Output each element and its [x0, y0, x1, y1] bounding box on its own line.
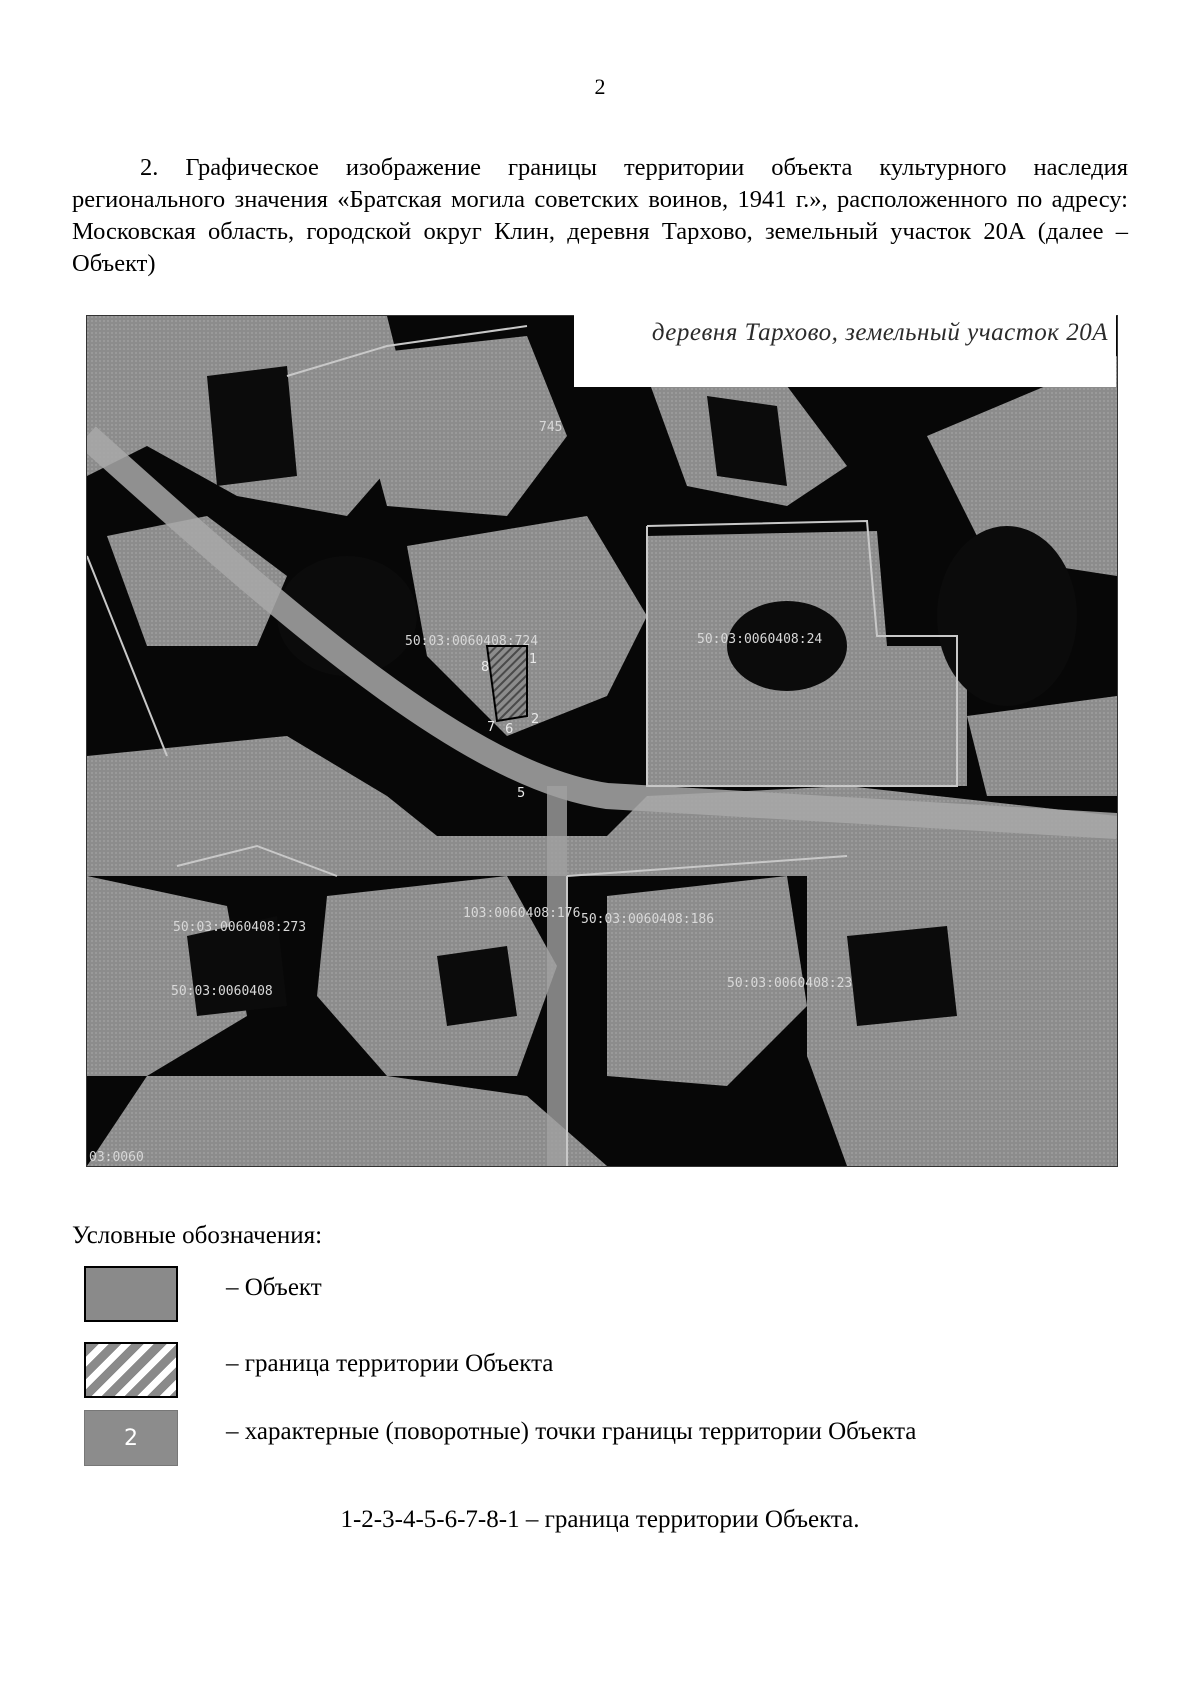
cadastral-label-3: 50:03:0060408:273 [173, 920, 307, 935]
cadastral-label-4: 103:0060408:176 [463, 906, 581, 921]
object-swatch [84, 1266, 178, 1322]
map-caption: деревня Тархово, земельный участок 20А [574, 315, 1116, 387]
cadastral-label-1: 50:03:0060408:724 [405, 634, 539, 649]
legend-title: Условные обозначения: [72, 1222, 323, 1249]
boundary-point-2: 2 [531, 712, 540, 727]
legend-item-points [84, 1410, 1124, 1470]
cadastral-label-9: 745 [539, 420, 563, 435]
legend-item-object [84, 1266, 1124, 1326]
cadastral-label-2: 50:03:0060408:24 [697, 632, 823, 647]
boundary-point-6: 6 [505, 722, 514, 737]
boundary-point-8: 8 [481, 660, 490, 675]
cadastral-label-5: 50:03:0060408:186 [581, 912, 715, 927]
legend-label-points: – характерные (поворотные) точки границы территории Объекта [226, 1418, 917, 1445]
page-number: 2 [594, 74, 606, 99]
legend-label-object: – Объект [226, 1274, 322, 1301]
boundary-point-1: 1 [529, 652, 538, 667]
intro-paragraph [72, 152, 1128, 280]
map-imagery [87, 316, 1117, 1166]
cadastral-label-7: 50:03:0060408 [171, 984, 273, 999]
boundary-point-7: 7 [487, 720, 496, 735]
legend-label-boundary: – граница территории Объекта [226, 1350, 554, 1377]
boundary-hatch-swatch [84, 1342, 178, 1398]
satellite-map [86, 315, 1118, 1167]
point-swatch: 2 [84, 1410, 178, 1466]
intro-text: 2. Графическое изображение границы территории объекта культурного наследия регионального значения «Братская могила советских воинов, 1941 г.», расположенного по адресу: Московская область, городской округ Клин, деревня Тархово, земельный участок 20А (далее – Объект) [72, 154, 1128, 277]
legend-item-boundary [84, 1342, 1124, 1402]
cadastral-label-6: 50:03:0060408:23 [727, 976, 853, 991]
cadastral-label-8: 03:0060 [89, 1150, 144, 1165]
boundary-sequence: 1-2-3-4-5-6-7-8-1 – граница территории Объекта. [340, 1506, 860, 1533]
boundary-point-5: 5 [517, 786, 526, 801]
